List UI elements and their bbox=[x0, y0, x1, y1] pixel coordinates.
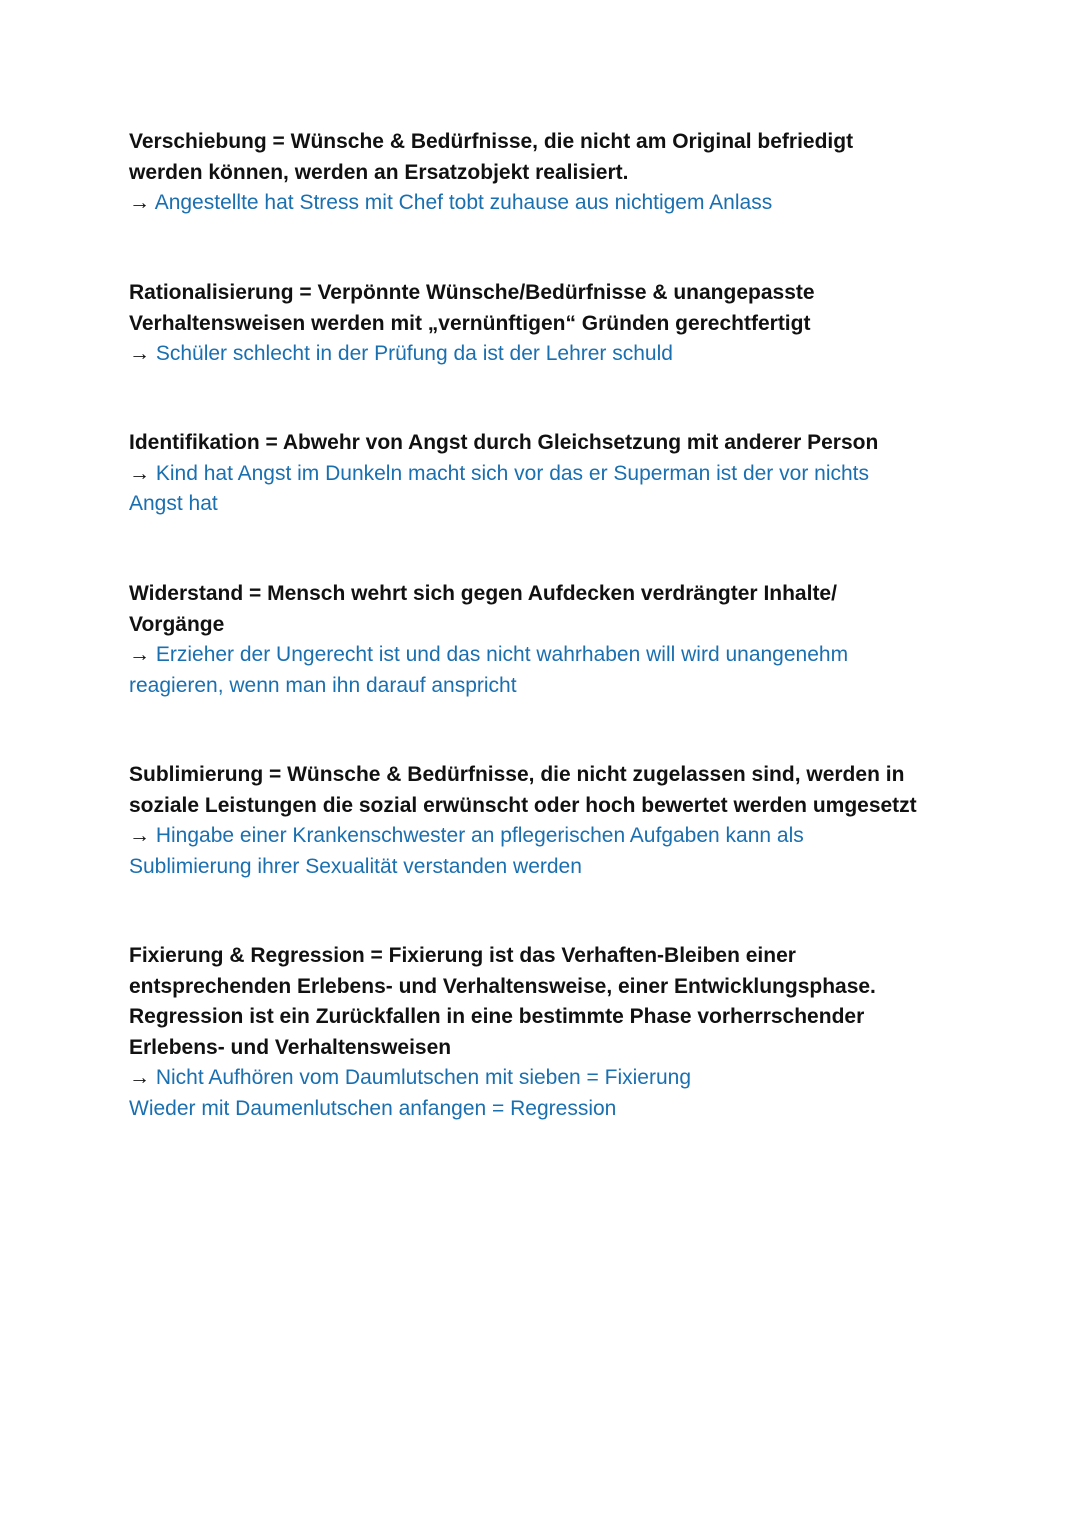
example-line: Wieder mit Daumenlutschen anfangen = Regression bbox=[129, 1096, 617, 1120]
definition-line: Widerstand = Mensch wehrt sich gegen Aufdecken verdrängter Inhalte/ bbox=[129, 582, 837, 605]
example-text: Schüler schlecht in der Prüfung da ist der Lehrer schuld bbox=[155, 342, 673, 365]
example-text: Angestellte hat Stress mit Chef tobt zuhause aus nichtigem Anlass bbox=[154, 191, 773, 214]
definition-line: Verschiebung = Wünsche & Bedürfnisse, die nicht am Original befriedigt bbox=[129, 130, 854, 153]
section-rationalisierung bbox=[129, 278, 815, 370]
definition-line: Sublimierung = Wünsche & Bedürfnisse, die nicht zugelassen sind, werden in bbox=[129, 763, 905, 786]
section-identifikation bbox=[129, 428, 878, 520]
section-fixierung-regression bbox=[129, 941, 876, 1124]
definition-line: Identifikation = Abwehr von Angst durch Gleichsetzung mit anderer Person bbox=[129, 431, 879, 454]
example-line bbox=[129, 640, 848, 671]
arrow-icon: → bbox=[129, 342, 150, 365]
definition-line: Rationalisierung = Verpönnte Wünsche/Bedürfnisse & unangepasste bbox=[129, 281, 815, 304]
definition-line: Regression ist ein Zurückfallen in eine bestimmte Phase vorherrschender bbox=[129, 1005, 865, 1028]
example-text: Erzieher der Ungerecht ist und das nicht wahrhaben will wird unangenehm bbox=[155, 643, 849, 666]
example-line bbox=[129, 459, 878, 490]
arrow-icon: → bbox=[129, 1066, 150, 1089]
example-line: Sublimierung ihrer Sexualität verstanden werden bbox=[129, 854, 582, 878]
example-line bbox=[129, 188, 853, 219]
arrow-icon: → bbox=[129, 643, 150, 666]
definition-line: Verhaltensweisen werden mit „vernünftigen“ Gründen gerechtfertigt bbox=[129, 311, 811, 335]
example-line bbox=[129, 1063, 876, 1094]
definition-line: Fixierung & Regression = Fixierung ist das Verhaften-Bleiben einer bbox=[129, 944, 796, 967]
definition-line: Erlebens- und Verhaltensweisen bbox=[129, 1035, 452, 1059]
example-line: Angst hat bbox=[129, 492, 218, 515]
example-text: Hingabe einer Krankenschwester an pflegerischen Aufgaben kann als bbox=[155, 824, 804, 847]
arrow-icon: → bbox=[129, 824, 150, 847]
example-text: Kind hat Angst im Dunkeln macht sich vor das er Superman ist der vor nichts bbox=[155, 461, 870, 485]
example-line bbox=[129, 339, 815, 370]
section-widerstand bbox=[129, 579, 848, 701]
definition-line: werden können, werden an Ersatzobjekt realisiert. bbox=[129, 160, 629, 184]
example-line: reagieren, wenn man ihn darauf anspricht bbox=[129, 673, 517, 697]
example-line bbox=[129, 821, 917, 852]
section-sublimierung bbox=[129, 760, 917, 882]
definition-line: entsprechenden Erlebens- und Verhaltensweise, einer Entwicklungsphase. bbox=[129, 974, 876, 998]
arrow-icon: → bbox=[129, 191, 150, 214]
definition-line: soziale Leistungen die sozial erwünscht oder hoch bewertet werden umgesetzt bbox=[129, 793, 917, 817]
section-verschiebung bbox=[129, 127, 853, 219]
arrow-icon: → bbox=[129, 461, 150, 485]
definition-line: Vorgänge bbox=[129, 612, 225, 636]
example-text: Nicht Aufhören vom Daumlutschen mit sieben = Fixierung bbox=[155, 1066, 692, 1089]
